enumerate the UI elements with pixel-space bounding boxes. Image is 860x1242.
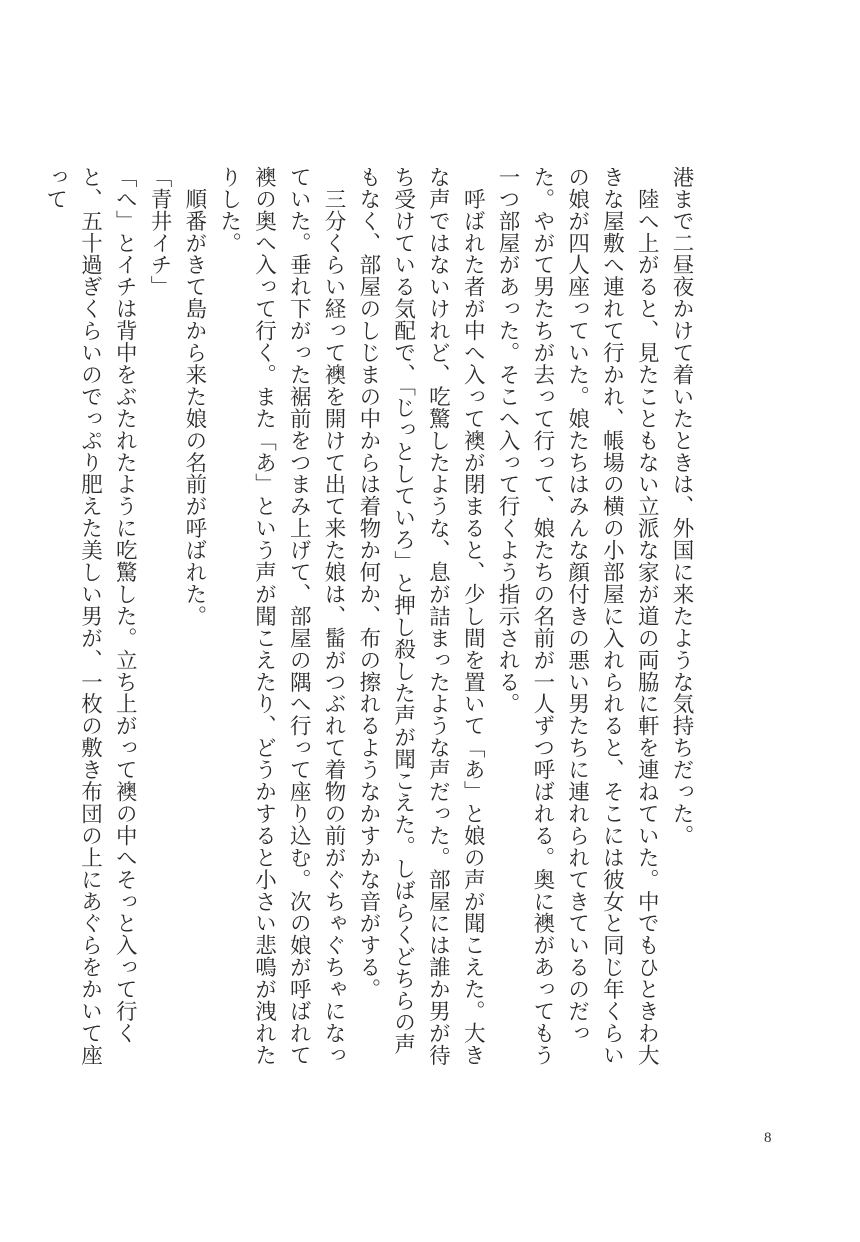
paragraph-7: 「へ」とイチは背中をぶたれたように吃驚した。立ち上がって襖の中へそっと入って行くと、五十過ぎくらいのでっぷり肥えた美しい男が、一枚の敷き布団の上にあぐらをかいて座って	[42, 166, 138, 1066]
paragraph-2: 陸へ上がると、見たこともない立派な家が道の両脇に軒を連ねていた。中でもひときわ大きな屋敷へ連れて行かれ、帳場の横の小部屋に入れられると、そこには彼女と同じ年くらいの娘が四人座っていた。娘たちはみんな顔付きの悪い男たちに連れられてきているのだった。やがて男たちが去って行って、娘たちの名前が一人ずつ呼ばれる。奥に襖があってもう一つ部屋があった。そこへ入って行くよう指示される。	[495, 166, 660, 1066]
paragraph-1: 港まで二昼夜かけて着いたときは、外国に来たような気持ちだった。	[669, 166, 694, 847]
vertical-body-text	[42, 166, 698, 1076]
page-number: 8	[764, 1130, 772, 1146]
paragraph-6: 「青井イチ」	[147, 166, 173, 298]
paragraph-3: 呼ばれた者が中へ入って襖が閉まると、少し間を置いて「あ」と娘の声が聞こえた。大きな声ではないけれど、吃驚したような、息が詰まったような声だった。部屋には誰か男が待ち受けている気配で、「じっとしていろ」と押し殺した声が聞こえた。しばらくどちらの声もなく、部屋のしじまの中からは着物か何か、布の擦れるようなかすかな音がする。	[355, 166, 486, 1066]
paragraph-5: 順番がきて島から来た娘の名前が呼ばれた。	[181, 166, 207, 627]
paragraph-4: 三分くらい経って襖を開けて出て来た娘は、髷がつぶれて着物の前がぐちゃぐちゃになっていた。垂れ下がった裾前をつまみ上げて、部屋の隅へ行って座り込む。次の娘が呼ばれて襖の奥へ入って行く。また「あ」という声が聞こえたり、どうかすると小さい悲鳴が洩れたりした。	[216, 166, 347, 1066]
